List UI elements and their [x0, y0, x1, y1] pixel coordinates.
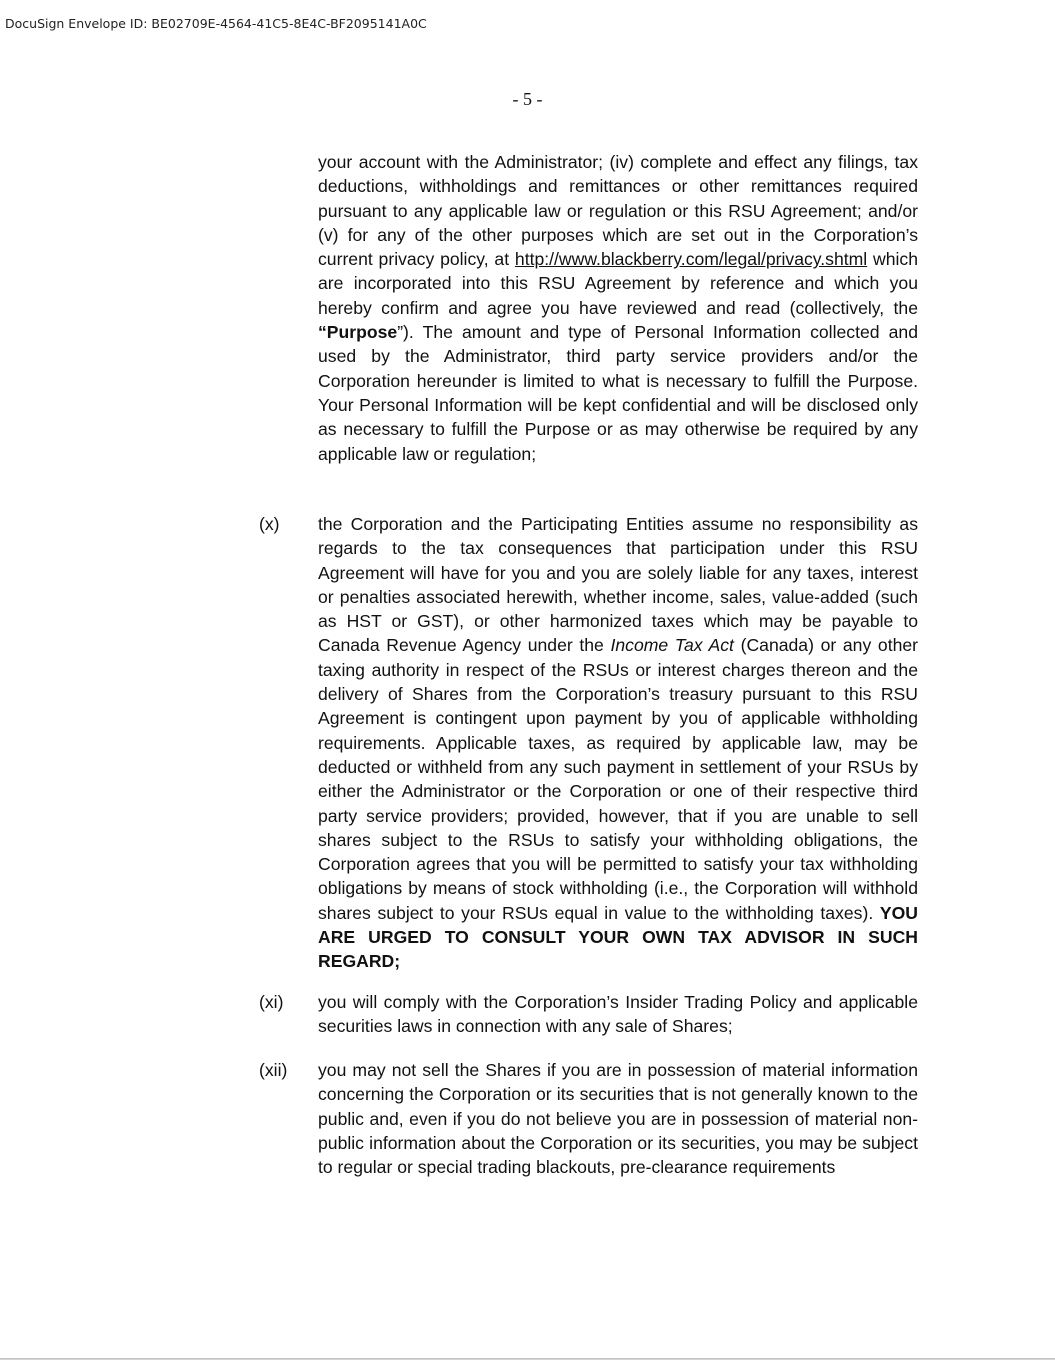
envelope-id: DocuSign Envelope ID: BE02709E-4564-41C5-8E4C-BF2095141A0C: [5, 16, 427, 31]
text: the Corporation and the Participating Entities assume no responsibility as regards to the tax consequences that participation under this RSU Agreement will have for you and you are solely liable for any taxes, interest or penalties associated herewith, whether income, sales, value-added (such as HST or GST), or other harmonized taxes which may be payable to Canada Revenue Agency under the: [318, 514, 918, 656]
text: which are incorporated into this RSU Agreement by reference and which you hereby confirm and agree you have reviewed and read (collectively, the: [318, 249, 918, 318]
paragraph-xi: you will comply with the Corporation’s Insider Trading Policy and applicable securities laws in connection with any sale of Shares;: [318, 992, 918, 1037]
text: your account with the Administrator; (iv) complete and effect any filings, tax deductions, withholdings and remittances or other remittances required pursuant to any applicable law or regulation or this RSU Agreement; and/or (v) for any of the other purposes which are set out in the Corporation’s current privacy policy, at: [318, 152, 918, 270]
text: (Canada) or any other taxing authority in respect of the RSUs or interest charges thereon and the delivery of Shares from the Corporation’s treasury pursuant to this RSU Agreement is contingent upon payment by you of applicable withholding requirements. Applicable taxes, as required by applicable law, may be deducted or withheld from any such payment in settlement of your RSUs by either the Administrator or the Corporation or one of their respective third party service providers; provided, however, that if you are unable to sell shares subject to the RSUs to satisfy your withholding obligations, the Corporation agrees that you will be permitted to satisfy your tax withholding obligations by means of stock withholding (i.e., the Corporation will withhold shares subject to your RSUs equal in value to the withholding taxes).: [318, 635, 919, 923]
page-number: - 5 -: [512, 89, 543, 109]
privacy-policy-link[interactable]: http://www.blackberry.com/legal/privacy.shtml: [514, 249, 868, 270]
tax-warning: YOU ARE URGED TO CONSULT YOUR OWN TAX ADVISOR IN SUCH REGARD;: [318, 902, 918, 972]
page-bottom-rule: [0, 1358, 1055, 1360]
act-name: Income Tax Act: [610, 635, 734, 656]
text: ”). The amount and type of Personal Information collected and used by the Administrator, third party service providers and/or the Corporation hereunder is limited to what is necessary to fulfill the Purpose. Your Personal Information will be kept confidential and will be disclosed only as necessary to fulfill the Purpose or as may otherwise be required by any applicable law or regulation;: [318, 322, 918, 464]
item-label-xii: (xii): [259, 1060, 288, 1080]
paragraph-x: [318, 512, 918, 974]
item-label-x: (x): [259, 514, 280, 534]
item-label-xi: (xi): [259, 992, 284, 1012]
paragraph-xii: you may not sell the Shares if you are in possession of material information concerning the Corporation or its securities that is not generally known to the public and, even if you do not believe you are in possession of material non-public information about the Corporation or its securities, you may be subject to regular or special trading blackouts, pre-clearance requirements: [318, 1060, 918, 1178]
paragraph-continuation: [318, 150, 918, 466]
purpose-term: “Purpose: [318, 322, 398, 343]
